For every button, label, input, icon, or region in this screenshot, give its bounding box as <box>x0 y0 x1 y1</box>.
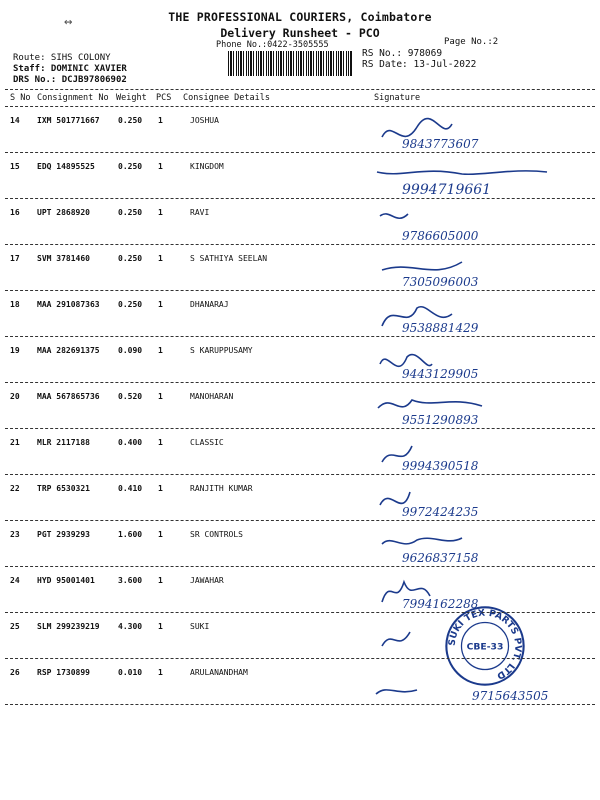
row-consignee: ARULANANDHAM <box>190 668 248 677</box>
signature-area <box>372 664 592 708</box>
row-divider <box>5 520 595 521</box>
signature-area <box>372 296 592 340</box>
row-consignee: CLASSIC <box>190 438 224 447</box>
row-consignment: RSP 1730899 <box>37 668 90 677</box>
row-divider <box>5 428 595 429</box>
page-number: Page No.:2 <box>444 37 499 47</box>
row-sno: 18 <box>10 300 20 309</box>
row-weight: 0.250 <box>118 254 143 263</box>
row-pcs: 1 <box>158 392 163 401</box>
row-pcs: 1 <box>158 530 163 539</box>
row-sno: 23 <box>10 530 20 539</box>
row-sno: 25 <box>10 622 20 631</box>
row-consignment: SVM 3781460 <box>37 254 90 263</box>
row-weight: 0.520 <box>118 392 143 401</box>
row-consignee: JAWAHAR <box>190 576 224 585</box>
row-divider <box>5 566 595 567</box>
signature-area <box>372 112 592 156</box>
signature-stroke <box>376 690 417 694</box>
row-pcs: 1 <box>158 162 163 171</box>
row-pcs: 1 <box>158 346 163 355</box>
signature-phone: 7994162288 <box>402 597 479 611</box>
row-pcs: 1 <box>158 576 163 585</box>
row-consignment: MAA 282691375 <box>37 346 100 355</box>
signature-stroke <box>378 400 482 408</box>
row-pcs: 1 <box>158 484 163 493</box>
signature-phone: 9843773607 <box>402 137 479 151</box>
signature-area <box>372 388 592 432</box>
signature-phone: 9994390518 <box>402 459 479 473</box>
row-consignment: EDQ 14895525 <box>37 162 95 171</box>
row-consignment: IXM 501771667 <box>37 116 100 125</box>
signature-stroke <box>380 355 432 367</box>
row-consignment: MLR 2117188 <box>37 438 90 447</box>
col-pcs: PCS <box>156 93 172 103</box>
signature-stroke <box>382 119 452 137</box>
row-sno: 19 <box>10 346 20 355</box>
signature-area <box>372 250 592 294</box>
signature-stroke <box>377 171 547 174</box>
row-consignment: TRP 6530321 <box>37 484 90 493</box>
row-consignee: DHANARAJ <box>190 300 229 309</box>
row-sno: 17 <box>10 254 20 263</box>
route-label: Route: SIHS COLONY <box>13 53 111 63</box>
stamp-center: CBE-33 <box>466 641 504 653</box>
row-pcs: 1 <box>158 438 163 447</box>
row-consignee: RAVI <box>190 208 210 217</box>
divider <box>5 89 595 90</box>
signature-area <box>372 572 592 616</box>
col-consignee: Consignee Details <box>183 93 270 103</box>
row-sno: 14 <box>10 116 20 125</box>
row-consignment: PGT 2939293 <box>37 530 90 539</box>
signature-stroke <box>380 492 410 505</box>
row-divider <box>5 612 595 613</box>
row-weight: 0.400 <box>118 438 143 447</box>
col-weight: Weight <box>116 93 147 103</box>
row-consignment: MAA 567865736 <box>37 392 100 401</box>
pen-mark: ↔ <box>64 14 73 30</box>
signature-phone: 7305096003 <box>402 275 479 289</box>
row-consignee: S KARUPPUSAMY <box>190 346 253 355</box>
phone-number: Phone No.:0422-3505555 <box>216 40 329 50</box>
row-sno: 20 <box>10 392 20 401</box>
signature-area <box>372 480 592 524</box>
row-pcs: 1 <box>158 208 163 217</box>
row-divider <box>5 704 595 705</box>
signature-area <box>372 204 592 248</box>
row-consignee: SR CONTROLS <box>190 530 243 539</box>
row-weight: 0.250 <box>118 162 143 171</box>
signature-area <box>372 158 592 202</box>
row-sno: 21 <box>10 438 20 447</box>
signature-phone: 9551290893 <box>402 413 479 427</box>
row-pcs: 1 <box>158 622 163 631</box>
row-consignment: UPT 2868920 <box>37 208 90 217</box>
row-consignee: MANOHARAN <box>190 392 234 401</box>
signature-stroke <box>382 538 462 544</box>
row-consignment: SLM 299239219 <box>37 622 100 631</box>
row-consignee: S SATHIYA SEELAN <box>190 254 268 263</box>
row-divider <box>5 244 595 245</box>
col-consignment: Consignment No <box>37 93 109 103</box>
signature-phone: 9994719661 <box>402 182 492 198</box>
signature-phone: 9972424235 <box>402 505 479 519</box>
row-weight: 1.600 <box>118 530 143 539</box>
row-sno: 22 <box>10 484 20 493</box>
row-consignee: SUKI <box>190 622 210 631</box>
row-consignee: RANJITH KUMAR <box>190 484 253 493</box>
col-signature: Signature <box>374 93 421 103</box>
row-consignment: MAA 291087363 <box>37 300 100 309</box>
signature-area <box>372 342 592 386</box>
company-title: THE PROFESSIONAL COURIERS, Coimbatore <box>168 10 432 24</box>
signature-stroke <box>382 262 462 270</box>
row-divider <box>5 152 595 153</box>
row-pcs: 1 <box>158 254 163 263</box>
row-weight: 0.410 <box>118 484 143 493</box>
col-sno: S No <box>10 93 31 103</box>
row-divider <box>5 382 595 383</box>
sheet-subtitle: Delivery Runsheet - PCO <box>220 26 380 40</box>
rs-number: RS No.: 978069 <box>362 48 443 59</box>
row-sno: 16 <box>10 208 20 217</box>
signature-stroke <box>382 632 410 646</box>
row-pcs: 1 <box>158 116 163 125</box>
staff-label: Staff: DOMINIC XAVIER <box>13 64 127 74</box>
row-divider <box>5 290 595 291</box>
divider <box>5 106 595 107</box>
row-weight: 0.010 <box>118 668 143 677</box>
rs-date: RS Date: 13-Jul-2022 <box>362 59 477 70</box>
row-sno: 24 <box>10 576 20 585</box>
row-pcs: 1 <box>158 300 163 309</box>
row-divider <box>5 474 595 475</box>
row-consignee: KINGDOM <box>190 162 224 171</box>
signature-stroke <box>380 214 408 218</box>
row-divider <box>5 336 595 337</box>
signature-area <box>372 618 592 662</box>
row-weight: 0.250 <box>118 208 143 217</box>
row-weight: 3.600 <box>118 576 143 585</box>
drs-number: DRS No.: DCJB97806902 <box>13 75 127 85</box>
row-divider <box>5 198 595 199</box>
signature-area <box>372 434 592 478</box>
signature-phone: 9443129905 <box>402 367 479 381</box>
row-consignee: JOSHUA <box>190 116 219 125</box>
row-weight: 0.250 <box>118 116 143 125</box>
row-sno: 26 <box>10 668 20 677</box>
row-weight: 0.250 <box>118 300 143 309</box>
signature-phone: 9786605000 <box>402 229 479 243</box>
stamp-text: SUKI TEX PARTS PVT. LTD <box>446 607 524 682</box>
signature-phone: 9626837158 <box>402 551 479 565</box>
row-pcs: 1 <box>158 668 163 677</box>
row-weight: 4.300 <box>118 622 143 631</box>
row-divider <box>5 658 595 659</box>
row-consignment: HYD 95001401 <box>37 576 95 585</box>
signature-phone: 9715643505 <box>472 689 549 703</box>
row-sno: 15 <box>10 162 20 171</box>
signature-area <box>372 526 592 570</box>
row-weight: 0.090 <box>118 346 143 355</box>
signature-phone: 9538881429 <box>402 321 479 335</box>
barcode <box>228 51 352 76</box>
